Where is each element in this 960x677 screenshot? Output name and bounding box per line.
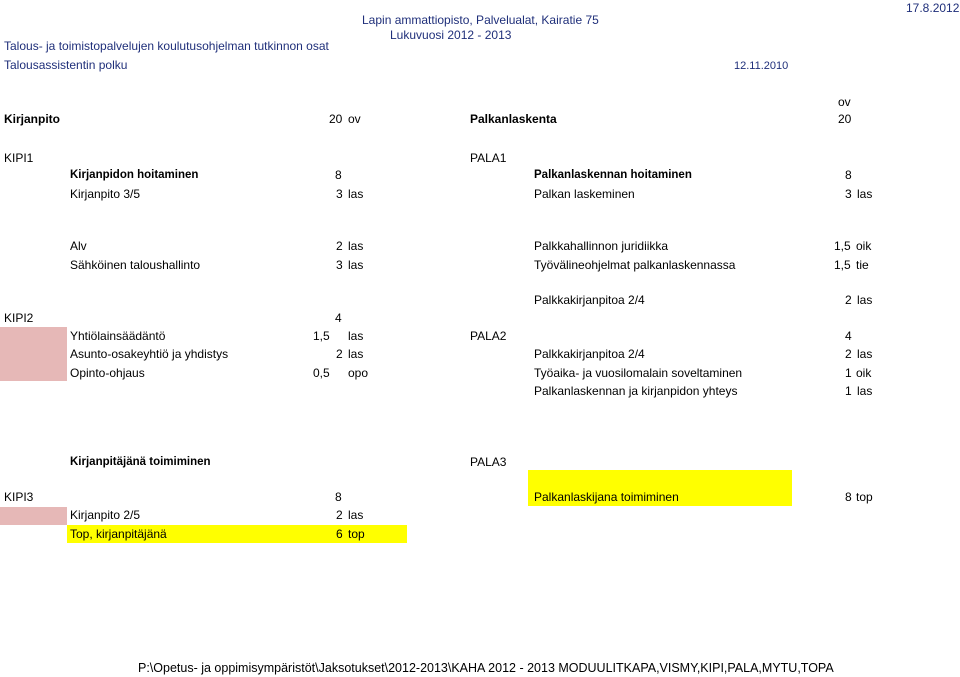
kipi2-row-0-name: Yhtiölainsäädäntö [70, 329, 166, 343]
pala1-row-1-unit: las [857, 187, 873, 201]
kipi1-row-3-num: 3 [336, 258, 343, 272]
pala3-row-0-unit: top [856, 490, 873, 504]
left-title: Kirjanpito [4, 112, 60, 126]
pala2-row-2-num: 1 [845, 384, 852, 398]
kipi1-row-0-name: Kirjanpidon hoitaminen [70, 169, 199, 181]
pala1-row-4-unit: las [857, 293, 873, 307]
pala2-row-1-unit: oik [856, 366, 872, 380]
kipi1-code: KIPI1 [4, 151, 34, 165]
pala2-num: 4 [845, 329, 852, 343]
kipi1-row-1-unit: las [348, 187, 364, 201]
pala2-row-0-num: 2 [845, 347, 852, 361]
pala1-row-4-num: 2 [845, 293, 852, 307]
kipi2-swatch-2 [0, 363, 67, 381]
kipi1-row-0-num: 8 [335, 168, 342, 182]
kipi2-row-1-name: Asunto-osakeyhtiö ja yhdistys [70, 347, 229, 361]
pala2-row-0-name: Palkkakirjanpitoa 2/4 [534, 347, 645, 361]
kipi1-row-2-name: Alv [70, 239, 87, 253]
kipi2-row-0-unit: las [348, 329, 364, 343]
pala1-row-2-name: Palkkahallinnon juridiikka [534, 239, 669, 253]
kipi2-num: 4 [335, 311, 342, 325]
left-title-unit: ov [348, 112, 361, 126]
kipi3-row-0-num: 2 [336, 508, 343, 522]
pala1-row-0-num: 8 [845, 168, 852, 182]
pala1-row-2-unit: oik [856, 239, 872, 253]
kipi1-row-3-unit: las [348, 258, 364, 272]
date-top: 17.8.2012 [906, 1, 960, 15]
pala1-row-3-name: Työvälineohjelmat palkanlaskennassa [534, 258, 736, 272]
kipi2-row-1-unit: las [348, 347, 364, 361]
pala2-code: PALA2 [470, 329, 507, 343]
pala1-row-0-name: Palkanlaskennan hoitaminen [534, 169, 692, 181]
pala1-row-4-name: Palkkakirjanpitoa 2/4 [534, 293, 645, 307]
kipi1-row-1-name: Kirjanpito 3/5 [70, 187, 141, 201]
kipi3-swatch-0 [0, 507, 67, 525]
kipi1-row-2-unit: las [348, 239, 364, 253]
kipi2-code: KIPI2 [4, 311, 34, 325]
kipi2-swatch-0 [0, 327, 67, 345]
kipi2-row-2-num: 0,5 [313, 366, 330, 380]
kipi3-row-0-name: Kirjanpito 2/5 [70, 508, 141, 522]
pala1-row-3-unit: tie [856, 258, 869, 272]
kipi3-heading: Kirjanpitäjänä toimiminen [70, 456, 211, 468]
program-title: Talous- ja toimistopalvelujen koulutusohjelman tutkinnon osat [4, 39, 329, 53]
kipi1-row-3-name: Sähköinen taloushallinto [70, 258, 201, 272]
pala2-row-2-unit: las [857, 384, 873, 398]
right-ov-label: ov [838, 95, 851, 109]
kipi3-row-1-name: Top, kirjanpitäjänä [70, 527, 167, 541]
kipi3-row-1-num: 6 [336, 527, 343, 541]
kipi1-row-2-num: 2 [336, 239, 343, 253]
kipi2-row-0-num: 1,5 [313, 329, 330, 343]
left-title-num: 20 [329, 112, 343, 126]
pala3-row-0-num: 8 [845, 490, 852, 504]
pala1-row-1-num: 3 [845, 187, 852, 201]
pala2-row-1-name: Työaika- ja vuosilomalain soveltaminen [534, 366, 743, 380]
kipi2-row-1-num: 2 [336, 347, 343, 361]
pala3-row-0-name: Palkanlaskijana toimiminen [534, 490, 679, 504]
kipi2-swatch-1 [0, 345, 67, 363]
pala1-row-3-num: 1,5 [834, 258, 851, 272]
kipi1-row-1-num: 3 [336, 187, 343, 201]
kipi3-num: 8 [335, 490, 342, 504]
year-line: Lukuvuosi 2012 - 2013 [390, 28, 512, 42]
right-title: Palkanlaskenta [470, 112, 557, 126]
kipi2-row-2-name: Opinto-ohjaus [70, 366, 145, 380]
date-small: 12.11.2010 [734, 60, 789, 72]
pala2-row-2-name: Palkanlaskennan ja kirjanpidon yhteys [534, 384, 738, 398]
pala3-code: PALA3 [470, 455, 507, 469]
pala1-code: PALA1 [470, 151, 507, 165]
kipi3-code: KIPI3 [4, 490, 34, 504]
right-title-num: 20 [838, 112, 852, 126]
kipi3-row-0-unit: las [348, 508, 364, 522]
kipi2-row-2-unit: opo [348, 366, 369, 380]
pala1-row-2-num: 1,5 [834, 239, 851, 253]
pala2-row-1-num: 1 [845, 366, 852, 380]
org-line: Lapin ammattiopisto, Palvelualat, Kairatie 75 [362, 13, 599, 27]
pala1-row-1-name: Palkan laskeminen [534, 187, 635, 201]
pala2-row-0-unit: las [857, 347, 873, 361]
kipi3-row-1-unit: top [348, 527, 365, 541]
path-title: Talousassistentin polku [4, 58, 128, 72]
footer-path: P:\Opetus- ja oppimisympäristöt\Jaksotukset\2012-2013\KAHA 2012 - 2013 MODUULITKAPA,VISMY,KIPI,PALA,MYTU,TOPA [138, 661, 834, 675]
